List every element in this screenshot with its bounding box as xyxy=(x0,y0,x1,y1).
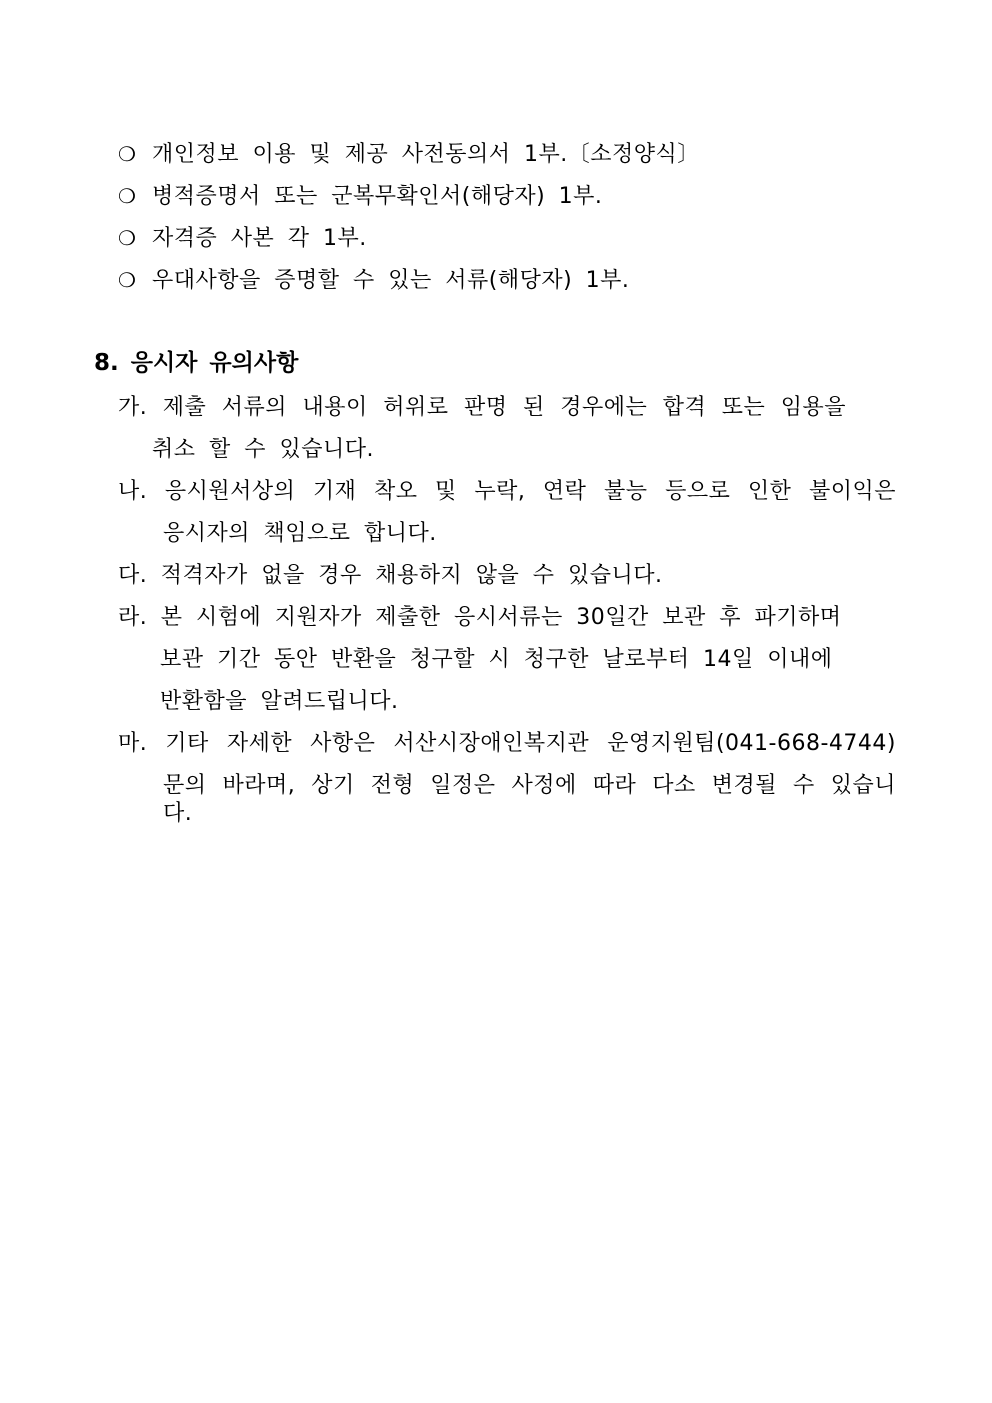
section-heading: 8. 응시자 유의사항 xyxy=(94,350,299,376)
document-list-item xyxy=(118,182,602,211)
document-list-item xyxy=(118,266,629,295)
notice-item-line: 마. 기타 자세한 사항은 서산시장애인복지관 운영지원팀(041-668-4744) xyxy=(118,731,896,756)
notice-item-line: 나. 응시원서상의 기재 착오 및 누락, 연락 불능 등으로 인한 불이익은 xyxy=(118,479,896,504)
notice-item-line: 다. 적격자가 없을 경우 채용하지 않을 수 있습니다. xyxy=(118,563,663,588)
circle-bullet-icon: ❍ xyxy=(118,268,137,292)
notice-item-continuation: 취소 할 수 있습니다. xyxy=(152,437,374,462)
notice-item-line: 가. 제출 서류의 내용이 허위로 판명 된 경우에는 합격 또는 임용을 xyxy=(118,395,846,420)
document-item-text: 우대사항을 증명할 수 있는 서류(해당자) 1부. xyxy=(152,268,630,293)
notice-item-line: 라. 본 시험에 지원자가 제출한 응시서류는 30일간 보관 후 파기하며 xyxy=(118,605,842,630)
document-item-text: 자격증 사본 각 1부. xyxy=(152,226,367,251)
notice-item-continuation: 보관 기간 동안 반환을 청구할 시 청구한 날로부터 14일 이내에 xyxy=(160,647,833,672)
circle-bullet-icon: ❍ xyxy=(118,142,137,166)
document-list-item xyxy=(118,140,700,169)
notice-item-continuation: 문의 바라며, 상기 전형 일정은 사정에 따라 다소 변경될 수 있습니다. xyxy=(163,773,896,826)
document-list-item xyxy=(118,224,367,253)
notice-item-continuation: 반환함을 알려드립니다. xyxy=(160,689,399,714)
document-item-text: 병적증명서 또는 군복무확인서(해당자) 1부. xyxy=(152,184,603,209)
circle-bullet-icon: ❍ xyxy=(118,184,137,208)
notice-item-continuation: 응시자의 책임으로 합니다. xyxy=(163,521,437,546)
document-item-text: 개인정보 이용 및 제공 사전동의서 1부.〔소정양식〕 xyxy=(152,142,700,167)
circle-bullet-icon: ❍ xyxy=(118,226,137,250)
